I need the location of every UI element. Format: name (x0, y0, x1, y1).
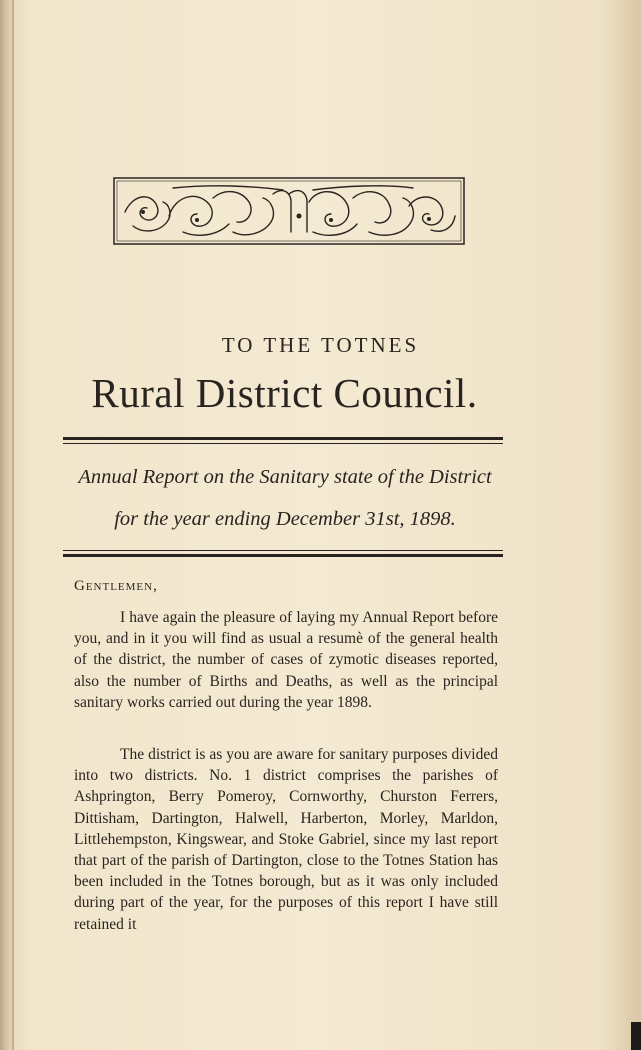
heading-to-the-totnes: TO THE TOTNES (221, 333, 420, 357)
report-subtitle-line-2: for the year ending December 31st, 1898. (114, 508, 456, 530)
title-rule-bottom (63, 550, 503, 557)
report-subtitle-line-1: Annual Report on the Sanitary state of the District (78, 466, 492, 488)
page-corner-shadow (631, 1022, 641, 1050)
salutation: Gentlemen, (74, 578, 158, 594)
title-rule-top (63, 437, 503, 444)
heading-rural-district-council: Rural District Council. (91, 370, 478, 416)
body-paragraph-2: The district is as you are aware for sanitary purposes divided into two districts. No. 1 district comprises the parishes of Ashprington, Berry Pomeroy, Cornworthy, Churston Ferrers, Dittisham, Dartington, Halwell, Harberton, Morley, Marldon, Littlehempston, Kingswear, and Stoke Gabriel, since my last report that part of the parish of Dartington, close to the Totnes Station has been included in the Totnes borough, but as it was only included during part of the year, for the purposes of this report I have still retained it (74, 746, 498, 933)
decorative-headpiece (113, 176, 467, 248)
body-paragraph-1: I have again the pleasure of laying my Annual Report before you, and in it you will find as usual a resumè of the general health of the district, the number of cases of zymotic diseases reported, also the number of Births and Deaths, as well as the principal sanitary works carried out during the year 1898. (74, 609, 498, 711)
